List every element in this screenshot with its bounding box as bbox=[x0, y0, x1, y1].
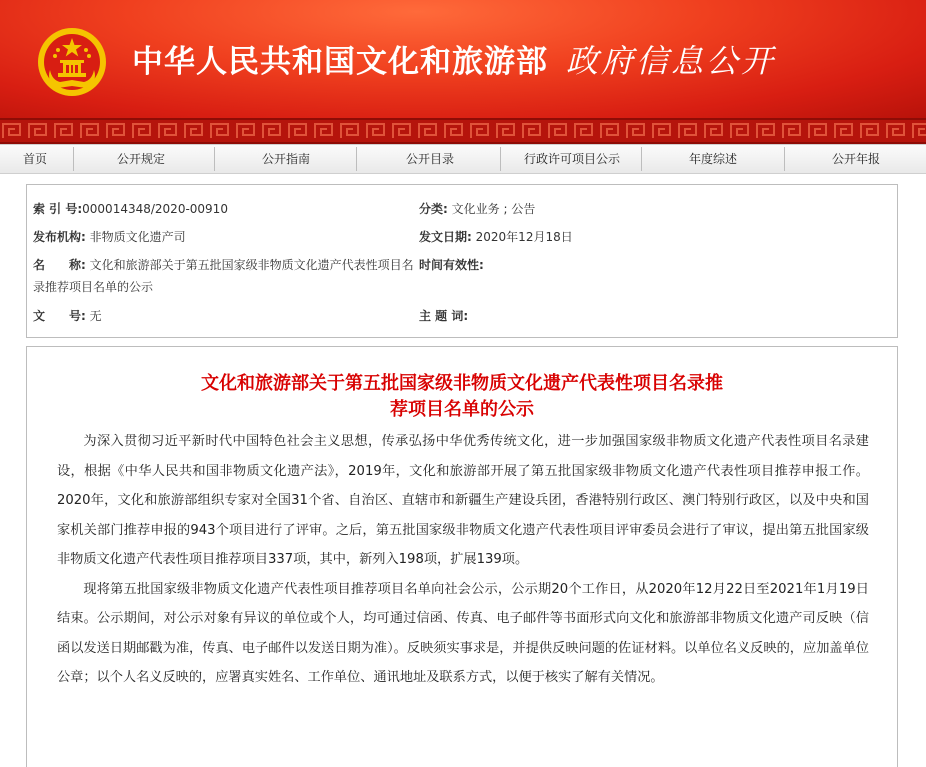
meta-category-label: 分类: bbox=[419, 202, 448, 216]
meta-docno bbox=[33, 307, 102, 324]
nav-divider bbox=[784, 147, 785, 171]
site-subtitle: 政府信息公开 bbox=[566, 42, 777, 80]
nav-divider bbox=[500, 147, 501, 171]
meta-topic bbox=[419, 307, 468, 324]
meta-publisher-label: 发布机构: bbox=[33, 230, 86, 244]
meta-date bbox=[419, 228, 573, 245]
nav-item-annual-report[interactable]: 公开年报 bbox=[831, 152, 880, 166]
meta-category bbox=[419, 200, 535, 217]
decorative-pattern-band bbox=[0, 118, 926, 144]
meta-validity-label: 时间有效性: bbox=[419, 258, 484, 272]
nav-divider bbox=[641, 147, 642, 171]
meta-index bbox=[33, 200, 228, 217]
nav-item-disclosure-rules[interactable]: 公开规定 bbox=[116, 152, 165, 166]
national-emblem-icon bbox=[36, 26, 108, 98]
meta-name-continued: 录推荐项目名单的公示 bbox=[33, 280, 154, 294]
site-banner bbox=[0, 0, 926, 118]
article-title-line2: 荐项目名单的公示 bbox=[390, 399, 534, 420]
meta-name-value: 文化和旅游部关于第五批国家级非物质文化遗产代表性项目名 bbox=[89, 258, 414, 272]
nav-item-admin-license[interactable]: 行政许可项目公示 bbox=[523, 152, 620, 166]
article-title bbox=[27, 371, 897, 423]
nav-item-disclosure-guide[interactable]: 公开指南 bbox=[261, 152, 310, 166]
meta-docno-label: 文 号: bbox=[33, 309, 86, 323]
site-title: 中华人民共和国文化和旅游部 bbox=[132, 44, 548, 80]
nav-divider bbox=[356, 147, 357, 171]
article-body bbox=[57, 427, 869, 693]
document-metadata-panel bbox=[26, 184, 898, 338]
nav-item-annual-review[interactable]: 年度综述 bbox=[688, 152, 737, 166]
meta-index-value: 000014348/2020-00910 bbox=[82, 202, 228, 216]
article-paragraph: 为深入贯彻习近平新时代中国特色社会主义思想，传承弘扬中华优秀传统文化，进一步加强国家级非物质文化遗产代表性项目名录建设，根据《中华人民共和国非物质文化遗产法》，2019年，文化和旅游部开展了第五批国家级非物质文化遗产代表性项目推荐申报工作。2020年，文化和旅游部组织专家对全国31个省、自治区、直辖市和新疆生产建设兵团，香港特别行政区、澳门特别行政区，以及中央和国家机关部门推荐申报的943个项目进行了评审。之后，第五批国家级非物质文化遗产代表性项目评审委员会进行了审议，提出第五批国家级非物质文化遗产代表性项目推荐项目337项，其中，新列入198项，扩展139项。 bbox=[57, 434, 869, 567]
main-nav bbox=[0, 144, 926, 174]
meta-docno-value: 无 bbox=[89, 309, 102, 323]
nav-divider bbox=[73, 147, 74, 171]
nav-item-disclosure-catalog[interactable]: 公开目录 bbox=[405, 152, 454, 166]
article-paragraph: 现将第五批国家级非物质文化遗产代表性项目推荐项目名单向社会公示，公示期20个工作日，从2020年12月22日至2021年1月19日结束。公示期间，对公示对象有异议的单位或个人，均可通过信函、传真、电子邮件等书面形式向文化和旅游部非物质文化遗产司反映（信函以发送日期邮戳为准，传真、电子邮件以发送日期为准）。反映须实事求是，并提供反映问题的佐证材料。以单位名义反映的，应加盖单位公章；以个人名义反映的，应署真实姓名、工作单位、通讯地址及联系方式，以便于核实了解有关情况。 bbox=[57, 581, 869, 685]
meta-index-label: 索 引 号: bbox=[33, 202, 83, 216]
meta-date-label: 发文日期: bbox=[419, 230, 472, 244]
meta-publisher-value: 非物质文化遗产司 bbox=[89, 230, 186, 244]
nav-item-home[interactable]: 首页 bbox=[22, 152, 47, 166]
meta-date-value: 2020年12月18日 bbox=[475, 230, 573, 244]
meta-name-label: 名 称: bbox=[33, 258, 86, 272]
meta-category-value: 文化业务 ; 公告 bbox=[451, 202, 536, 216]
nav-divider bbox=[214, 147, 215, 171]
meta-name bbox=[33, 256, 414, 273]
article-panel bbox=[26, 346, 898, 767]
meta-topic-label: 主 题 词: bbox=[419, 309, 469, 323]
meta-validity bbox=[419, 256, 484, 273]
meta-publisher bbox=[33, 228, 186, 245]
article-title-line1: 文化和旅游部关于第五批国家级非物质文化遗产代表性项目名录推 bbox=[201, 373, 723, 394]
